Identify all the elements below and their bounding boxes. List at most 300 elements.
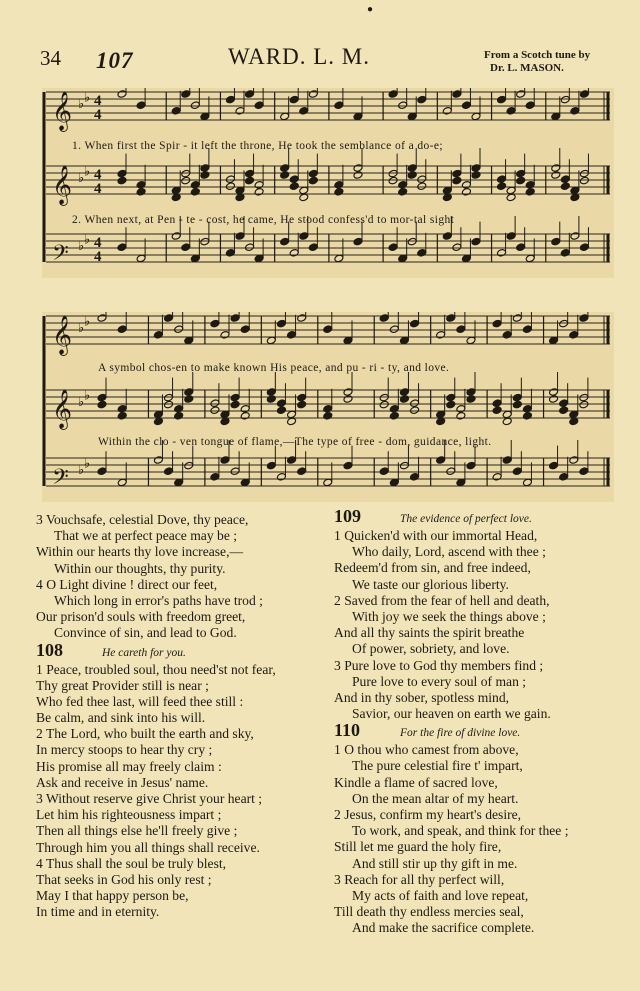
note-head [516,90,526,99]
note-head [456,412,466,421]
note-head [266,388,276,397]
verse-line: And in thy sober, spotless mind, [334,689,510,705]
note-head [388,243,398,252]
hymn-heading [36,639,326,662]
note-head [289,95,299,104]
note-head [492,473,502,482]
note-head [210,399,220,408]
verse-line: Thy great Provider still is near ; [36,677,209,693]
note-head [230,467,240,476]
note-head [240,325,250,334]
verse-line: Convince of sin, and lead to God. [54,625,237,641]
verse-line: And make the sacrifice complete. [352,920,535,936]
verse-line: The pure celestial fire t' impart, [352,758,523,774]
note-head [522,405,532,414]
note-head [174,412,184,421]
verse-line: Till death thy endless mercies seal, [334,904,524,920]
note-head [506,107,516,116]
note-head [436,456,446,465]
note-head [210,473,220,482]
verse-line: Ask and receive in Jesus' name. [36,774,209,790]
bass-clef-icon: 𝄢 [52,465,69,495]
verse-line: Redeem'd from sin, and free indeed, [334,560,531,576]
note-head [276,406,286,415]
note-head [399,388,409,397]
verse-line: Kindle a flame of sacred love, [334,774,498,790]
verse-line: We taste our glorious liberty. [352,576,509,592]
note-head [506,232,516,241]
note-head [117,412,127,421]
note-head [579,243,589,252]
right-text-column [334,508,634,937]
note-head [171,232,181,241]
note-head [240,412,250,421]
note-head [417,182,427,191]
treble-clef-icon: 𝄞 [52,315,73,355]
note-head [407,237,417,246]
note-head [190,101,200,110]
note-head [522,325,532,334]
verse-line: 4 O Light divine ! direct our feet, [36,576,218,592]
verse-line: 3 Pure love to God thy members find ; [334,657,544,673]
note-head [398,181,408,190]
note-head [136,101,146,110]
note-head [559,399,569,408]
note-head [153,456,163,465]
verse-line: In time and in eternity. [36,904,160,920]
verse-line: 1 O thou who camest from above, [334,742,519,758]
note-head [280,237,290,246]
note-head [379,393,389,402]
note-head [379,467,389,476]
note-head [398,101,408,110]
note-head [97,393,107,402]
note-head [287,331,297,340]
note-head [225,95,235,104]
bass-clef-icon: 𝄢 [52,241,69,271]
note-head [136,188,146,197]
verse-line: 3 Vouchsafe, celestial Dove, thy peace, [36,512,249,527]
note-head [512,467,522,476]
note-head [225,249,235,258]
time-signature-top: 4 [94,235,102,251]
note-head [551,164,561,173]
time-signature-top: 4 [94,93,102,109]
note-head [289,249,299,258]
note-head [388,169,398,178]
note-head [456,325,466,334]
flat-icon: ♭ [84,314,91,330]
note-head [516,169,526,178]
note-head [525,188,535,197]
note-head [97,314,107,323]
top-dot: ● [367,4,374,15]
verse-line: In mercy stoops to hear thy cry ; [36,742,213,758]
note-head [471,164,481,173]
note-head [497,95,507,104]
note-head [334,188,344,197]
note-head [136,181,146,190]
note-head [497,182,507,191]
note-head [579,314,589,323]
note-head [502,456,512,465]
note-head [171,107,181,116]
hymn-heading-number: 109 [334,506,361,526]
note-head [181,176,191,185]
note-head [497,249,507,258]
verse-line: Through him you all things shall receive. [36,839,260,855]
tune-title: WARD. L. M. [228,44,370,69]
note-head [407,164,417,173]
note-head [230,314,240,323]
note-head [512,393,522,402]
note-head [407,171,417,180]
note-head [399,461,409,470]
note-head [308,169,318,178]
note-head [117,90,127,99]
tune-source-line1: From a Scotch tune by [484,49,591,61]
note-head [210,319,220,328]
verse-line: May I that happy person be, [36,888,189,904]
note-head [190,188,200,197]
note-head [117,169,127,178]
note-head [559,319,569,328]
verse-line: 4 Thus shall the soul be truly blest, [36,855,227,871]
note-head [276,399,286,408]
verse-line: Let him his righteousness impart ; [36,807,222,823]
note-head [280,164,290,173]
note-head [492,406,502,415]
flat-icon: ♭ [84,388,91,404]
note-head [559,406,569,415]
note-head [254,188,264,197]
note-head [461,101,471,110]
note-head [210,406,220,415]
note-head [502,331,512,340]
system2-lyric-verse2: Within the clo - ven tongue of flame,—The type of free - dom, guidance, light. [98,436,492,448]
note-head [560,182,570,191]
verse-line: Pure love to every soul of man ; [352,673,527,689]
note-head [466,388,476,397]
time-signature-bottom: 4 [94,181,102,197]
verse-line: Within our thoughts, thy purity. [54,560,226,576]
flat-icon: ♭ [78,321,85,336]
note-head [174,325,184,334]
note-head [323,405,333,414]
note-head [280,171,290,180]
note-head [549,461,559,470]
flat-icon: ♭ [78,463,85,478]
note-head [446,467,456,476]
note-head [220,331,230,340]
verse-line: His promise all may freely claim : [36,758,222,774]
note-head [525,101,535,110]
note-head [289,175,299,184]
verse-line: Who fed thee last, will feed thee still : [36,693,244,709]
note-head [266,395,276,404]
note-head [200,237,210,246]
note-head [240,405,250,414]
hymn-number: 107 [96,48,134,73]
note-head [181,90,191,99]
flat-icon: ♭ [78,97,85,112]
note-head [297,400,307,409]
note-head [452,169,462,178]
note-head [190,181,200,190]
note-head [560,95,570,104]
note-head [97,400,107,409]
note-head [343,395,353,404]
note-head [235,107,245,116]
note-head [569,331,579,340]
note-head [560,249,570,258]
note-head [410,319,420,328]
note-head [117,325,127,334]
verse-line: 2 The Lord, who built the earth and sky, [36,726,254,742]
note-head [452,243,462,252]
note-head [452,90,462,99]
note-head [466,461,476,470]
flat-icon: ♭ [84,90,91,106]
note-head [579,176,589,185]
note-head [334,101,344,110]
note-head [308,90,318,99]
verse-line: 3 Reach for all thy perfect will, [334,871,505,887]
verse-line: To work, and speak, and think for thee ; [352,823,569,839]
note-head [117,243,127,252]
note-head [471,237,481,246]
note-head [181,169,191,178]
note-head [497,175,507,184]
verse-line: My acts of faith and love repeat, [352,887,529,903]
note-head [266,461,276,470]
note-head [225,175,235,184]
note-head [512,314,522,323]
flat-icon: ♭ [84,164,91,180]
verse-line: 2 Jesus, confirm my heart's desire, [334,807,522,822]
note-head [164,314,174,323]
treble-clef-icon: 𝄞 [52,389,73,429]
verse-line: 1 Peace, troubled soul, thou need'st not fear, [36,661,276,677]
note-head [417,95,427,104]
note-head [308,243,318,252]
note-head [230,400,240,409]
note-head [164,400,174,409]
verse-line: Be calm, and sink into his will. [36,710,206,726]
note-head [549,395,559,404]
note-head [97,467,107,476]
note-head [299,232,309,241]
note-head [446,314,456,323]
note-head [570,232,580,241]
time-signature-bottom: 4 [94,107,102,123]
note-head [230,393,240,402]
music-system-2 [42,312,614,502]
note-head [436,331,446,340]
note-head [442,107,452,116]
note-head [287,456,297,465]
verse-line: That seeks in God his only rest ; [36,871,212,887]
note-head [579,467,589,476]
flat-icon: ♭ [84,456,91,472]
note-head [471,171,481,180]
hymn-heading-title: For the fire of divine love. [400,727,521,740]
hymn-heading [334,508,634,528]
note-head [410,399,420,408]
note-head [516,176,526,185]
verse-line: Of power, sobriety, and love. [352,641,510,657]
note-head [184,388,194,397]
note-head [353,171,363,180]
note-head [297,314,307,323]
hymn-heading-title: He careth for you. [102,646,186,659]
hymn-heading-number: 108 [36,639,63,660]
note-head [388,176,398,185]
note-head [181,243,191,252]
note-head [389,412,399,421]
note-head [220,456,230,465]
note-head [492,319,502,328]
note-head [245,176,255,185]
time-signature-top: 4 [94,167,102,183]
note-head [525,181,535,190]
staff-notation-1 [42,88,614,278]
hymn-heading-number: 110 [334,720,361,741]
note-head [456,405,466,414]
note-head [522,412,532,421]
note-head [353,164,363,173]
note-head [551,171,561,180]
note-head [492,399,502,408]
staff-notation-2 [42,312,614,502]
note-head [417,175,427,184]
note-head [579,169,589,178]
note-head [446,393,456,402]
note-head [512,400,522,409]
treble-clef-icon: 𝄞 [52,165,73,205]
note-head [225,182,235,191]
note-head [389,405,399,414]
left-text-column [36,512,326,921]
note-head [353,237,363,246]
flat-icon: ♭ [78,239,85,254]
note-head [446,400,456,409]
verse-line: On the mean altar of my heart. [352,790,519,806]
note-head [466,395,476,404]
note-head [184,461,194,470]
note-head [117,176,127,185]
note-head [164,467,174,476]
verse-line: 3 Without reserve give Christ your heart ; [36,791,263,806]
tune-source-line2: Dr. L. MASON. [490,62,564,74]
note-head [334,181,344,190]
verse-line: Our prison'd souls with freedom greet, [36,609,246,625]
hymn-heading-title: The evidence of perfect love. [400,513,532,525]
note-head [410,406,420,415]
note-head [235,232,245,241]
verse-line: 1 Quicken'd with our immortal Head, [334,528,538,543]
verse-line: And all thy saints the spirit breathe [334,625,525,641]
note-head [442,232,452,241]
note-head [245,169,255,178]
note-head [570,107,580,116]
music-system-1 [42,88,614,278]
note-head [117,405,127,414]
note-head [174,405,184,414]
system1-lyric-verse2: 2. When next, at Pen - te - cost, he came, He stood confess'd to mor-tal sight [72,214,455,226]
note-head [153,331,163,340]
system2-lyric-verse1: A symbol chos-en to make known His peace, and pu - ri - ty, and love. [98,362,450,374]
note-head [379,400,389,409]
note-head [569,456,579,465]
note-head [389,325,399,334]
note-head [276,473,286,482]
note-head [549,388,559,397]
flat-icon: ♭ [78,171,85,186]
note-head [297,393,307,402]
verse-line: That we at perfect peace may be ; [54,528,238,544]
note-head [245,90,255,99]
verse-line: And still stir up thy gift in me. [352,855,518,871]
verse-line: Within our hearts thy love increase,— [36,544,244,560]
flat-icon: ♭ [84,232,91,248]
note-head [184,395,194,404]
time-signature-bottom: 4 [94,249,102,265]
note-head [297,467,307,476]
verse-line: Then all things else he'll freely give ; [36,823,238,839]
verse-line: Which long in error's paths have trod ; [54,592,263,608]
note-head [343,461,353,470]
verse-line: 2 Saved from the fear of hell and death, [334,592,550,608]
note-head [200,171,210,180]
verse-line: With joy we seek the things above ; [352,608,546,624]
note-head [379,314,389,323]
note-head [299,107,309,116]
note-head [323,325,333,334]
note-head [559,473,569,482]
note-head [343,388,353,397]
note-head [388,90,398,99]
tune-source [484,49,590,75]
note-head [200,164,210,173]
note-head [254,101,264,110]
note-head [254,181,264,190]
flat-icon: ♭ [78,395,85,410]
note-head [410,473,420,482]
verse-line: Savior, our heaven on earth we gain. [352,706,551,722]
verse-line: Who daily, Lord, ascend with thee ; [352,544,546,560]
note-head [399,395,409,404]
treble-clef-icon: 𝄞 [52,91,73,131]
note-head [579,400,589,409]
note-head [461,188,471,197]
note-head [398,188,408,197]
system1-lyric-verse1: 1. When first the Spir - it left the throne, He took the semblance of a do-e; [72,140,444,152]
note-head [461,181,471,190]
note-head [164,393,174,402]
note-head [323,412,333,421]
note-head [551,237,561,246]
note-head [579,90,589,99]
note-head [245,243,255,252]
page-number: 34 [40,46,61,70]
note-head [289,182,299,191]
note-head [516,243,526,252]
verse-line: Still let me guard the holy fire, [334,839,502,855]
hymn-heading [334,722,634,742]
note-head [579,393,589,402]
note-head [308,176,318,185]
